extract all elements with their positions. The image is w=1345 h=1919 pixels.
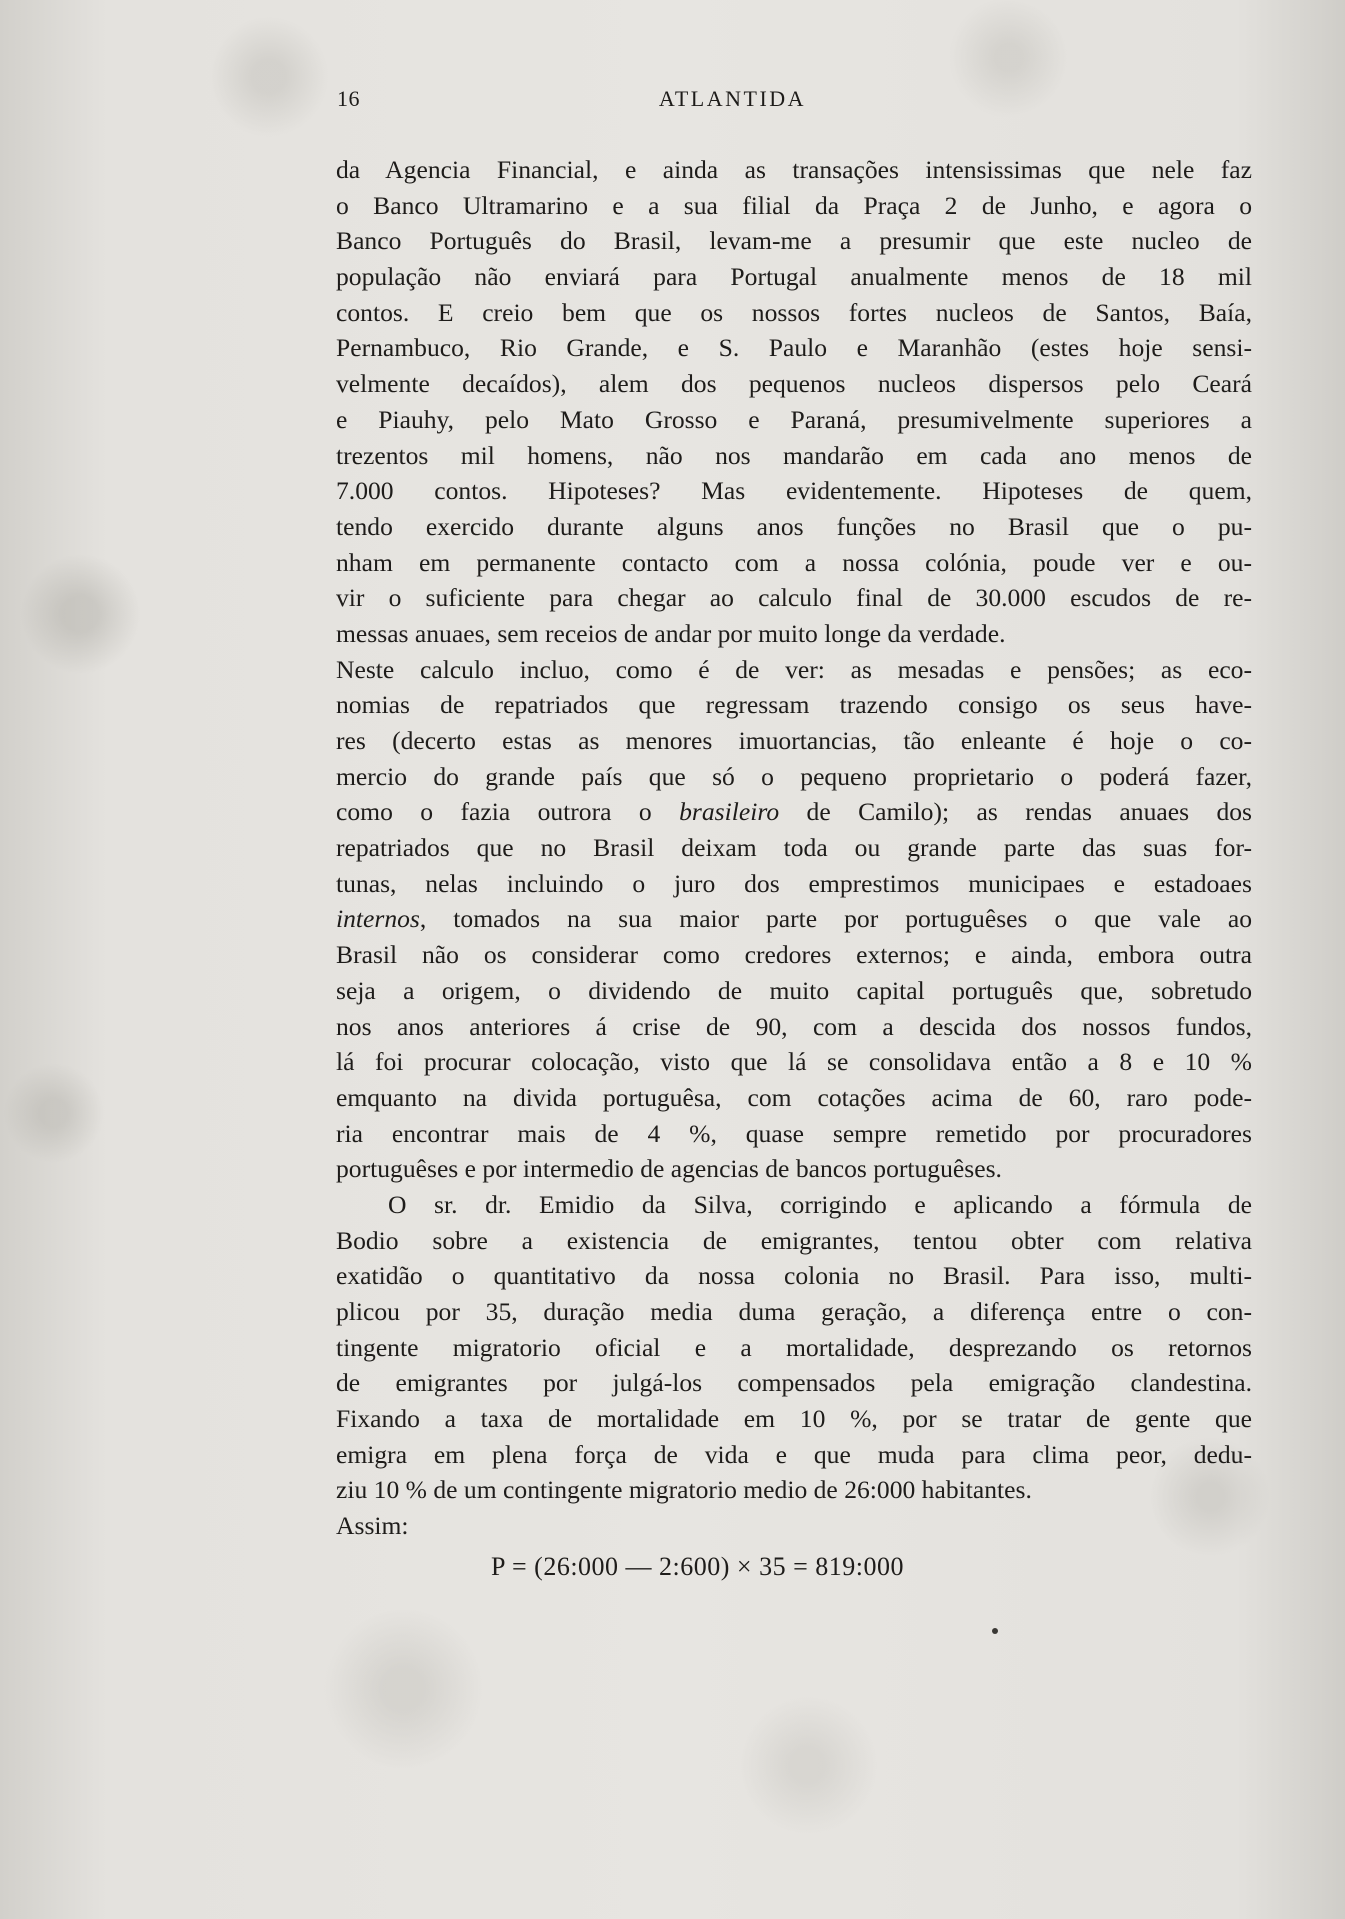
text-line: seja a origem, o dividendo de muito capital português que, sobretudo (336, 975, 1252, 1005)
text-line: população não enviará para Portugal anualmente menos de 18 mil (336, 262, 1252, 292)
text-line: trezentos mil homens, não nos mandarão em cada ano menos de (336, 440, 1252, 470)
text-line: mercio do grande país que só o pequeno proprietario o poderá fazer, (336, 761, 1252, 791)
italic-term: internos (336, 904, 420, 934)
text-line: vir o suficiente para chegar ao calculo final de 30.000 escudos de re- (336, 583, 1252, 613)
text-line: 7.000 contos. Hipoteses? Mas evidentemente. Hipoteses de quem, (336, 476, 1252, 506)
text-line: portuguêses e por intermedio de agencias de bancos portuguêses. (336, 1154, 1002, 1184)
text-line: e Piauhy, pelo Mato Grosso e Paraná, presumivelmente superiores a (336, 404, 1252, 434)
text-line: da Agencia Financial, e ainda as transações intensissimas que nele faz (336, 155, 1252, 184)
text-line: Brasil não os considerar como credores externos; e ainda, embora outra (336, 940, 1252, 970)
text-line: Banco Português do Brasil, levam-me a presumir que este nucleo de (336, 226, 1252, 256)
text-line: Pernambuco, Rio Grande, e S. Paulo e Maranhão (estes hoje sensi- (336, 333, 1252, 363)
text-line: de emigrantes por julgá-los compensados pela emigração clandestina. (336, 1368, 1252, 1398)
body-text (336, 152, 1252, 1544)
italic-term: brasileiro (679, 797, 780, 827)
formula: P = (26:000 — 2:600) × 35 = 819:000 (491, 1552, 904, 1581)
text-line: repatriados que no Brasil deixam toda ou grande parte das suas for- (336, 833, 1252, 863)
text-line: Bodio sobre a existencia de emigrantes, tentou obter com relativa (336, 1225, 1252, 1255)
text-line: ria encontrar mais de 4 %, quase sempre remetido por procuradores (336, 1118, 1252, 1148)
page-header (0, 86, 1345, 116)
text-line: Assim: (336, 1511, 409, 1541)
text-line: velmente decaídos), alem dos pequenos nucleos dispersos pelo Ceará (336, 369, 1252, 399)
text-line: messas anuaes, sem receios de andar por muito longe da verdade. (336, 618, 1006, 648)
text-line: como o fazia outrora o brasileiro de Camilo); as rendas anuaes dos (336, 797, 1252, 827)
text-line: emquanto na divida portuguêsa, com cotações acima de 60, raro pode- (336, 1082, 1252, 1112)
text-line: lá foi procurar colocação, visto que lá se consolidava então a 8 e 10 % (336, 1047, 1252, 1077)
text-line: tendo exercido durante alguns anos funções no Brasil que o pu- (336, 511, 1252, 541)
running-title: ATLANTIDA (658, 86, 807, 111)
text-line: plicou por 35, duração media duma geração, a diferença entre o con- (336, 1297, 1252, 1326)
text-line: nham em permanente contacto com a nossa colónia, poude ver e ou- (336, 547, 1252, 577)
text-line: nos anos anteriores á crise de 90, com a descida dos nossos fundos, (336, 1011, 1252, 1041)
text-line: o Banco Ultramarino e a sua filial da Praça 2 de Junho, e agora o (336, 190, 1252, 220)
text-line: exatidão o quantitativo da nossa colonia no Brasil. Para isso, multi- (336, 1261, 1252, 1291)
page-number: 16 (337, 86, 360, 111)
text-line: O sr. dr. Emidio da Silva, corrigindo e aplicando a fórmula de (388, 1189, 1252, 1219)
text-line: tingente migratorio oficial e a mortalidade, desprezando os retornos (336, 1332, 1252, 1362)
text-line: emigra em plena força de vida e que muda para clima peor, dedu- (336, 1439, 1252, 1469)
text-line: ziu 10 % de um contingente migratorio medio de 26:000 habitantes. (336, 1475, 1032, 1505)
text-line: contos. E creio bem que os nossos fortes nucleos de Santos, Baía, (336, 297, 1252, 327)
text-line: nomias de repatriados que regressam trazendo consigo os seus have- (336, 690, 1252, 720)
text-line: Neste calculo incluo, como é de ver: as mesadas e pensões; as eco- (336, 654, 1252, 684)
text-line: Fixando a taxa de mortalidade em 10 %, por se tratar de gente que (336, 1404, 1252, 1434)
ink-speck (992, 1628, 998, 1634)
text-line: internos, tomados na sua maior parte por portuguêses o que vale ao (336, 904, 1252, 934)
text-line: res (decerto estas as menores imuortancias, tão enleante é hoje o co- (336, 726, 1252, 755)
text-line: tunas, nelas incluindo o juro dos emprestimos municipaes e estadoaes (336, 868, 1252, 898)
